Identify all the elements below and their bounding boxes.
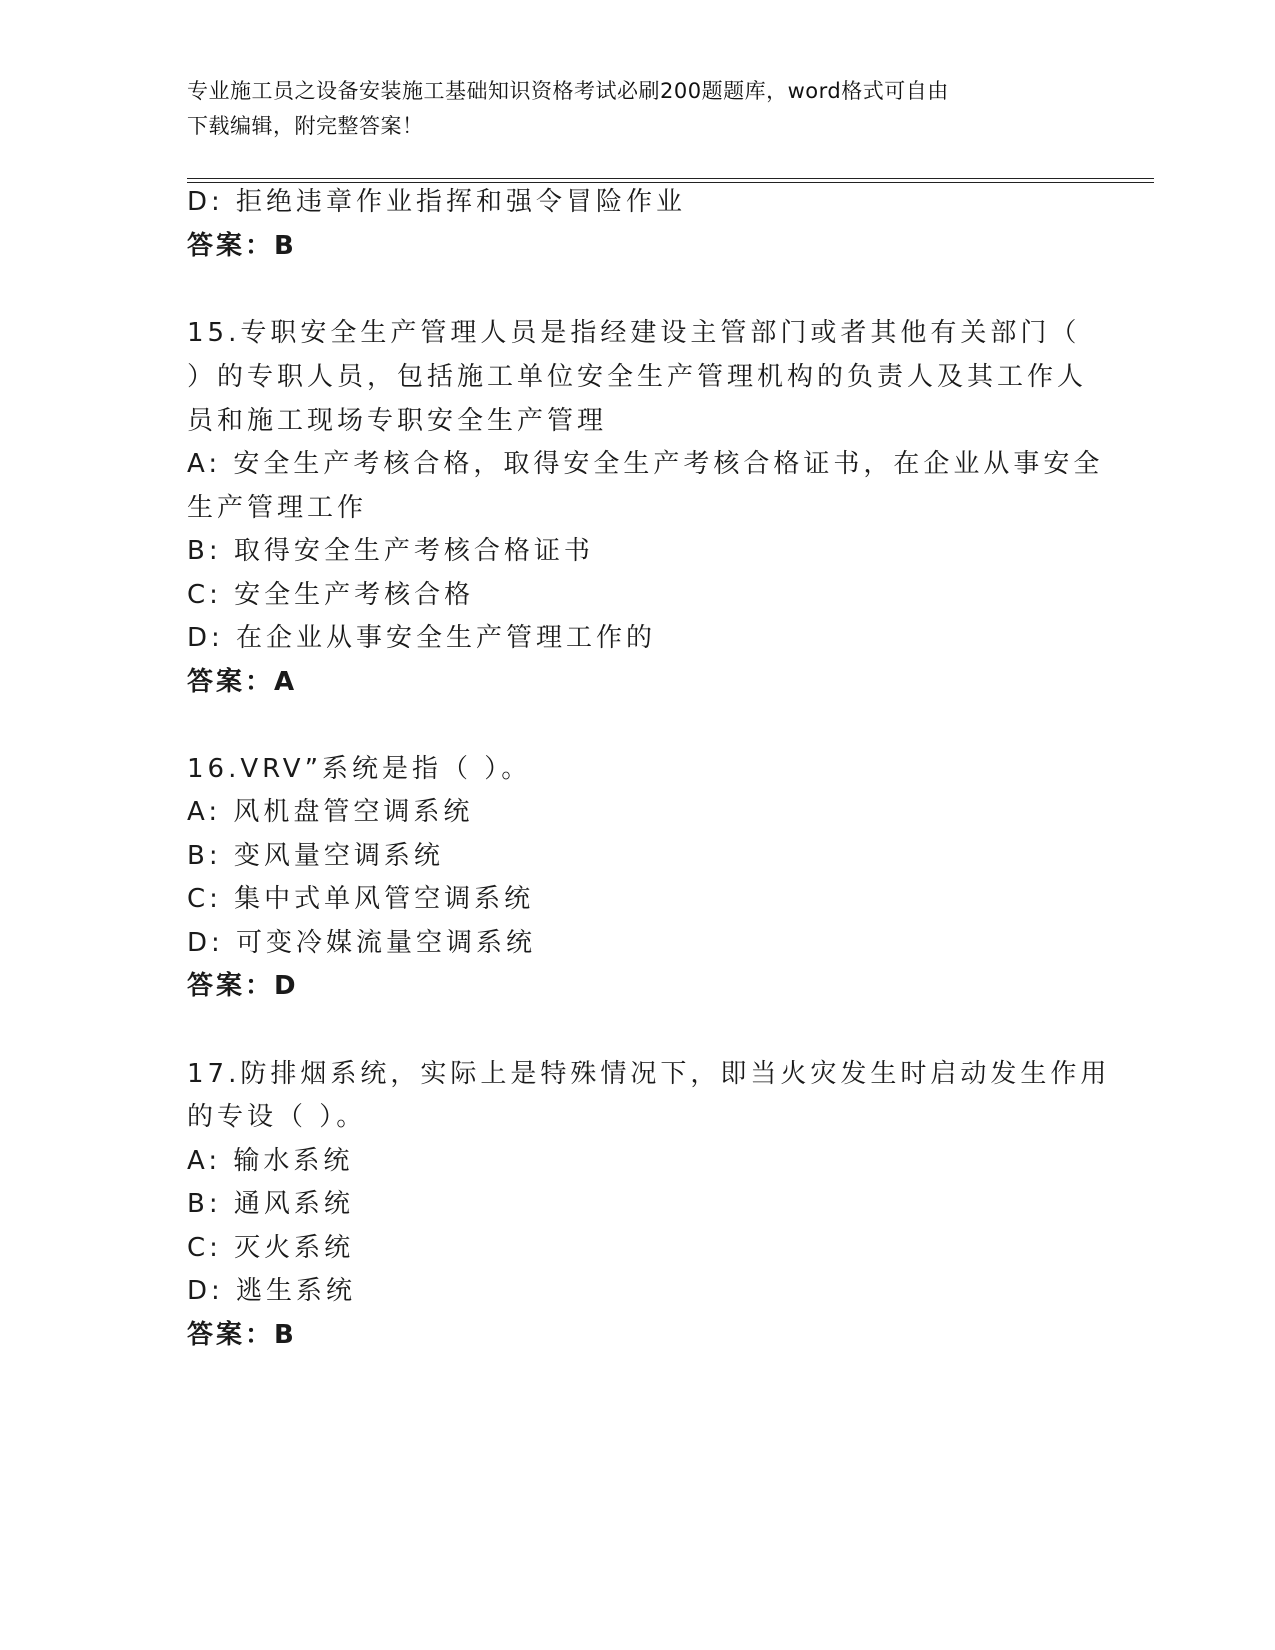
header-divider-top [187, 178, 1154, 179]
q17-option-b: B: 通风系统 [187, 1189, 354, 1219]
q15-option-d: D: 在企业从事安全生产管理工作的 [187, 623, 657, 653]
q15-stem-line2: ）的专职人员，包括施工单位安全生产管理机构的负责人及其工作人 [187, 362, 1088, 392]
q16-option-a: A: 风机盘管空调系统 [187, 797, 474, 827]
q16-stem: 16.VRV”系统是指（ ）。 [187, 754, 532, 784]
header-divider-bottom [187, 182, 1154, 183]
q15-stem-line3: 员和施工现场专职安全生产管理 [187, 406, 608, 436]
q15-option-a-line1: A: 安全生产考核合格，取得安全生产考核合格证书，在企业从事安全 [187, 449, 1104, 479]
q17-answer: 答案：B [187, 1320, 297, 1350]
q17-stem-line1: 17.防排烟系统，实际上是特殊情况下，即当火灾发生时启动发生作用 [187, 1059, 1111, 1089]
q17-option-d: D: 逃生系统 [187, 1276, 357, 1306]
q17-option-c: C: 灭火系统 [187, 1233, 355, 1263]
document-header: 专业施工员之设备安装施工基础知识资格考试必刷200题题库，word格式可自由 下载编辑，附完整答案！ [187, 79, 949, 138]
q15-option-b: B: 取得安全生产考核合格证书 [187, 536, 594, 566]
q16-option-c: C: 集中式单风管空调系统 [187, 884, 535, 914]
prev-answer: 答案：B [187, 231, 297, 261]
prev-option-d: D: 拒绝违章作业指挥和强令冒险作业 [187, 187, 687, 217]
q15-option-c: C: 安全生产考核合格 [187, 580, 475, 610]
q16-option-b: B: 变风量空调系统 [187, 841, 444, 871]
q15-answer: 答案：A [187, 667, 298, 697]
q17-option-a: A: 输水系统 [187, 1146, 354, 1176]
q15-option-a-line2: 生产管理工作 [187, 493, 368, 523]
q16-option-d: D: 可变冷媒流量空调系统 [187, 928, 537, 958]
q16-answer: 答案：D [187, 971, 299, 1001]
q17-stem-line2: 的专设（ ）。 [187, 1102, 367, 1132]
q15-stem-line1: 15.专职安全生产管理人员是指经建设主管部门或者其他有关部门（ [187, 318, 1081, 348]
